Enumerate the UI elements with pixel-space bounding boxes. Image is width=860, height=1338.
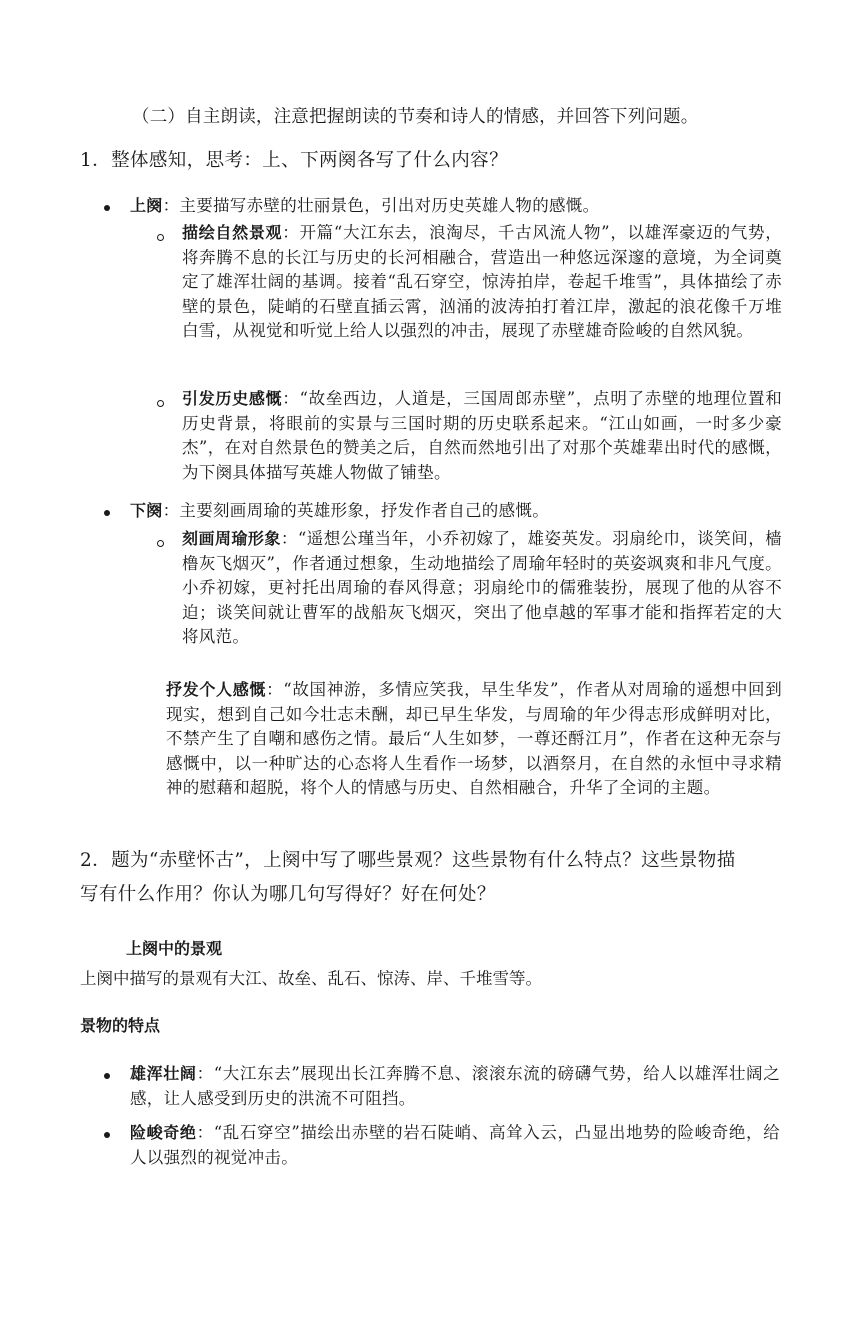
personal-emotion-item <box>166 678 782 801</box>
lower-stanza-summary <box>130 499 780 524</box>
feature-text: ：“乱石穿空”描绘出赤壁的岩石陡峭、高耸入云，凸显出地势的险峻奇绝，给人以强烈的视觉冲击。 <box>130 1123 780 1167</box>
personal-emotion-label: 抒发个人感慨 <box>166 680 267 699</box>
feature-item <box>130 1062 780 1111</box>
circle-bullet-icon <box>157 534 165 542</box>
circle-bullet-icon <box>157 394 165 402</box>
bullet-dot-icon <box>104 504 112 512</box>
zhouyu-portrait-text: ：“遥想公瑾当年，小乔初嫁了，雄姿英发。羽扇纶巾，谈笑间，樯橹灰飞烟灭”，作者通过想象，生动地描绘了周瑜年轻时的英姿飒爽和非凡气度。小乔初嫁，更衬托出周瑜的春风得意；羽扇纶巾的儒雅装扮，展现了他的从容不迫；谈笑间就让曹军的战船灰飞烟灭，突出了他卓越的军事才能和指挥若定的大将风范。 <box>182 529 782 646</box>
natural-scenery-text: ：开篇“大江东去，浪淘尽，千古风流人物”，以雄浑豪迈的气势，将奔腾不息的长江与历史的长河相融合，营造出一种悠远深邃的意境，为全词奠定了雄浑壮阔的基调。接着“乱石穿空，惊涛拍岸，卷起千堆雪”，具体描绘了赤壁的景色，陡峭的石壁直插云霄，汹涌的波涛拍打着江岸，激起的浪花像千万堆白雪，从视觉和听觉上给人以强烈的冲击，展现了赤壁雄奇险峻的自然风貌。 <box>182 223 782 340</box>
natural-scenery-label: 描绘自然景观 <box>182 223 283 242</box>
upper-stanza-label: 上阕 <box>130 196 163 215</box>
zhouyu-portrait-label: 刻画周瑜形象 <box>182 529 281 548</box>
question-1: 1．整体感知，思考：上、下两阕各写了什么内容？ <box>80 150 508 171</box>
feature-label: 险峻奇绝 <box>130 1123 197 1142</box>
history-reflection-text: ：“故垒西边，人道是，三国周郎赤壁”，点明了赤壁的地理位置和历史背景，将眼前的实景与三国时期的历史联系起来。“江山如画，一时多少豪杰”，在对自然景色的赞美之后，自然而然地引出了对那个英雄辈出时代的感慨，为下阕具体描写英雄人物做了铺垫。 <box>182 389 782 482</box>
feature-label: 雄浑壮阔 <box>130 1064 197 1083</box>
circle-bullet-icon <box>157 228 165 236</box>
bullet-dot-icon <box>104 1067 112 1075</box>
features-heading: 景物的特点 <box>80 1016 161 1035</box>
upper-stanza-summary <box>130 194 780 219</box>
history-reflection-item <box>182 387 782 485</box>
bullet-dot-icon <box>104 199 112 207</box>
question-2-line-1: 2．题为“赤壁怀古”，上阕中写了哪些景观？这些景物有什么特点？这些景物描 <box>80 850 736 871</box>
question-2-line-2: 写有什么作用？你认为哪几句写得好？好在何处？ <box>80 884 496 905</box>
feature-text: ：“大江东去”展现出长江奔腾不息、滚滚东流的磅礴气势，给人以雄浑壮阔之感，让人感受到历史的洪流不可阻挡。 <box>130 1064 780 1108</box>
question-2 <box>80 844 800 912</box>
natural-scenery-item <box>182 221 782 344</box>
upper-stanza-text: ：主要描写赤壁的壮丽景色，引出对历史英雄人物的感慨。 <box>162 196 600 215</box>
scenery-text: 上阕中描写的景观有大江、故垒、乱石、惊涛、岸、千堆雪等。 <box>80 969 542 988</box>
scenery-heading: 上阕中的景观 <box>126 939 223 958</box>
bullet-dot-icon <box>104 1126 112 1134</box>
section-intro: （二）自主朗读，注意把握朗读的节奏和诗人的情感，并回答下列问题。 <box>132 107 699 127</box>
personal-emotion-text: ：“故国神游，多情应笑我，早生华发”，作者从对周瑜的遥想中回到现实，想到自己如今壮志未酬，却已早生华发，与周瑜的年少得志形成鲜明对比，不禁产生了自嘲和感伤之情。最后“人生如梦，一尊还酹江月”，作者在这种无奈与感慨中，以一种旷达的心态将人生看作一场梦，以酒祭月，在自然的永恒中寻求精神的慰藉和超脱，将个人的情感与历史、自然相融合，升华了全词的主题。 <box>166 680 782 797</box>
feature-item <box>130 1121 780 1170</box>
lower-stanza-text: ：主要刻画周瑜的英雄形象，抒发作者自己的感慨。 <box>162 501 550 520</box>
lower-stanza-label: 下阕 <box>130 501 163 520</box>
history-reflection-label: 引发历史感慨 <box>182 389 283 408</box>
zhouyu-portrait-item <box>182 527 782 650</box>
